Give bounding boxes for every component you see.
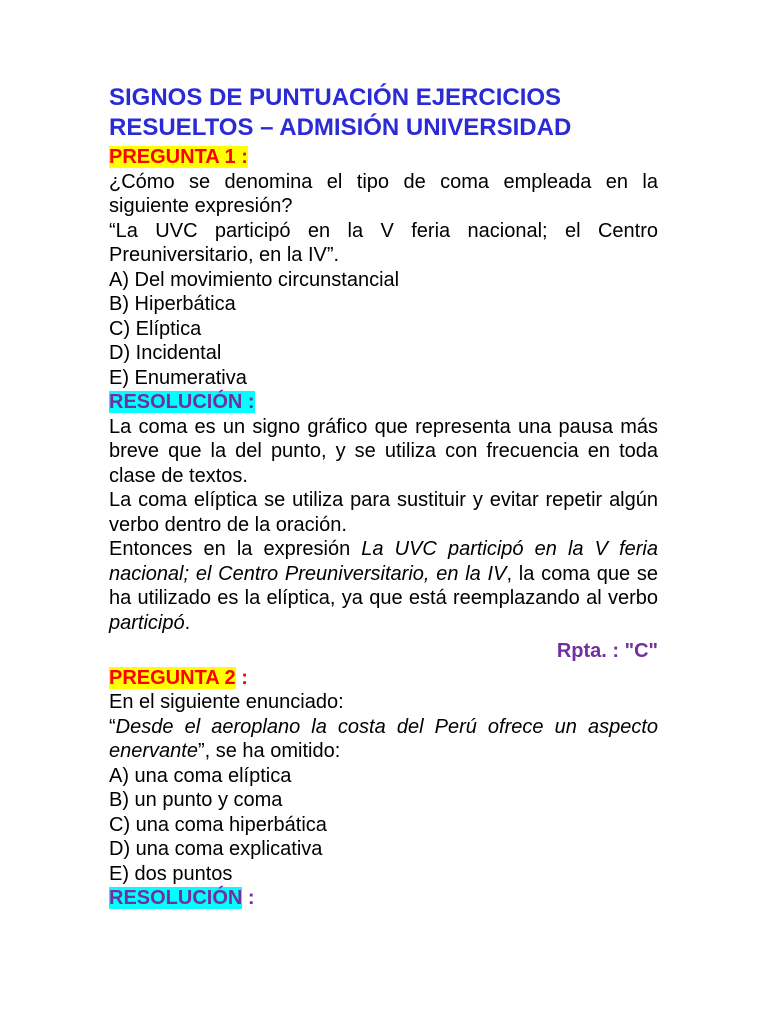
document-content (109, 83, 658, 911)
resolution-1-paragraph-2: La coma elíptica se utiliza para sustituir y evitar repetir algún verbo dentro de la oración. (109, 489, 658, 536)
question-1-quote: “La UVC participó en la V feria nacional; el Centro Preuniversitario, en la IV”. (109, 219, 658, 266)
question-1-label: PREGUNTA 1 : (109, 146, 248, 168)
quote-open: “ (109, 715, 116, 738)
question-1-option-c: C) Elíptica (109, 317, 202, 340)
question-1-option-a: A) Del movimiento circunstancial (109, 268, 400, 291)
res-p3-italic-verb: participó (109, 611, 185, 634)
question-2-option-a: A) una coma elíptica (109, 764, 292, 787)
title-line-2: RESUELTOS – ADMISIÓN UNIVERSIDAD (109, 114, 572, 141)
answer-1: Rpta. : "C" (556, 640, 658, 662)
res-p3-italic: La UVC participó en la V feria nacional; el Centro Preuniversitario, en la IV (109, 538, 658, 585)
resolution-2-label: RESOLUCIÓN (109, 887, 243, 909)
resolution-1-heading (109, 390, 658, 415)
question-2-option-b: B) un punto y coma (109, 789, 283, 811)
document-title (109, 83, 658, 143)
question-2-option-e: E) dos puntos (109, 862, 233, 885)
question-1-text: ¿Cómo se denomina el tipo de coma empleada en la siguiente expresión? (109, 170, 658, 217)
question-2-text: En el siguiente enunciado: (109, 691, 344, 713)
resolution-2-heading (109, 886, 658, 911)
resolution-1-label: RESOLUCIÓN : (109, 391, 255, 413)
question-1-heading (109, 145, 658, 170)
quote-italic: Desde el aeroplano la costa del Perú ofrece un aspecto enervante (109, 715, 658, 762)
question-2-option-d: D) una coma explicativa (109, 838, 323, 860)
res-p3-middle: , la coma que se ha utilizado es la elíptica, ya que está reemplazando al verbo (109, 562, 658, 609)
question-2-heading (109, 666, 658, 691)
resolution-1-paragraph-1: La coma es un signo gráfico que representa una pausa más breve que la del punto, y se utiliza con frecuencia en toda clase de textos. (109, 415, 658, 487)
question-2-quote (109, 715, 658, 764)
resolution-2-colon: : (242, 887, 255, 909)
quote-rest: ”, se ha omitido: (197, 740, 341, 762)
question-2-colon: : (235, 666, 248, 689)
question-2-label: PREGUNTA 2 (109, 666, 236, 689)
res-p3-end: . (184, 611, 191, 634)
res-p3-start: Entonces en la expresión (109, 538, 362, 560)
resolution-1-paragraph-3 (109, 537, 658, 635)
question-1-option-d: D) Incidental (109, 342, 222, 364)
question-1-option-e: E) Enumerativa (109, 366, 247, 389)
title-line-1: SIGNOS DE PUNTUACIÓN EJERCICIOS (109, 84, 562, 111)
question-2-option-c: C) una coma hiperbática (109, 813, 327, 836)
question-1-option-b: B) Hiperbática (109, 293, 236, 315)
